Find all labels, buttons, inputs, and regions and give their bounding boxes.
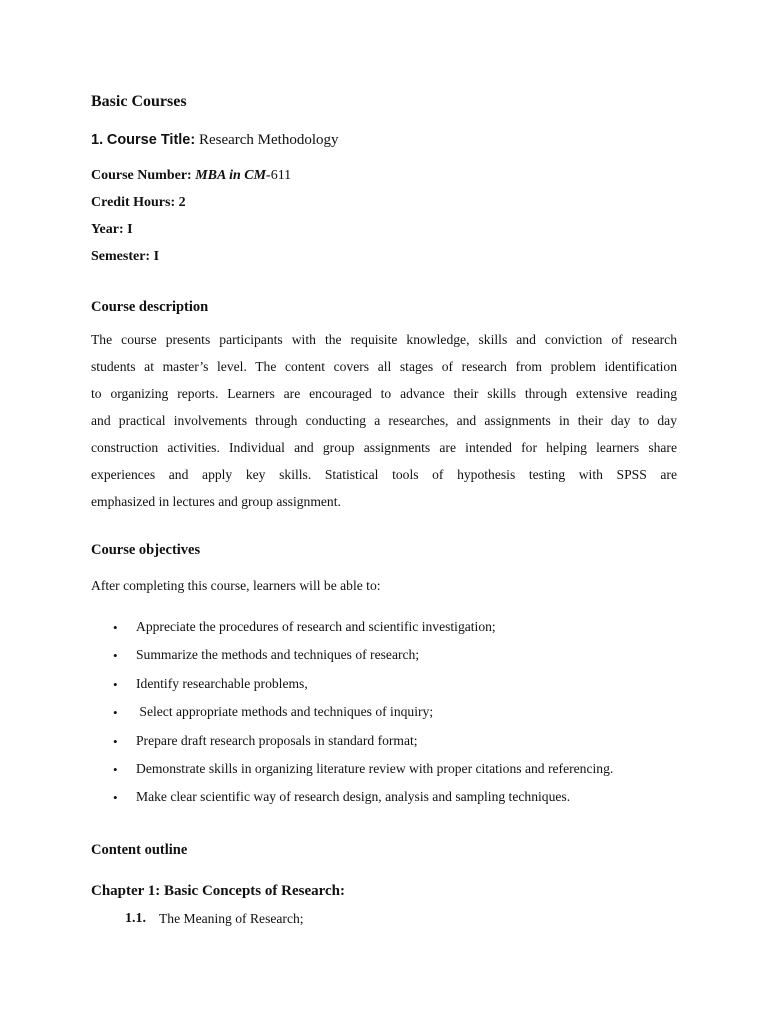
content-outline-heading: Content outline — [91, 842, 188, 858]
year-line: Year: I — [91, 222, 133, 237]
objective-text: Select appropriate methods and techniques of inquiry; — [136, 704, 434, 719]
objective-text: Prepare draft research proposals in standard format; — [136, 733, 418, 748]
chapter-1-heading: Chapter 1: Basic Concepts of Research: — [91, 883, 345, 899]
course-number-prefix: MBA in CM- — [195, 168, 271, 183]
bullet-icon: • — [113, 677, 118, 692]
course-description-heading: Course description — [91, 299, 209, 315]
subsection-text: The Meaning of Research; — [159, 911, 304, 926]
bullet-icon: • — [113, 705, 118, 720]
course-objectives-heading: Course objectives — [91, 542, 201, 558]
objective-text: Make clear scientific way of research design, analysis and sampling techniques. — [136, 789, 571, 804]
bullet-icon: • — [113, 620, 118, 635]
description-line: emphasized in lectures and group assignment. — [91, 494, 341, 509]
bullet-icon: • — [113, 734, 118, 749]
semester-line: Semester: I — [91, 249, 160, 264]
description-line: and practical involvements through conducting a researches, and assignments in their day to day — [91, 413, 677, 428]
description-line: students at master’s level. The content covers all stages of research from problem identification — [91, 359, 677, 374]
course-title-label: Course Title: — [106, 132, 196, 148]
description-line: construction activities. Individual and group assignments are intended for helping learners share — [91, 440, 677, 455]
course-description-paragraph — [91, 326, 677, 515]
credit-hours-line: Credit Hours: 2 — [91, 195, 186, 210]
objectives-intro: After completing this course, learners will be able to: — [91, 578, 381, 593]
bullet-icon: • — [113, 762, 118, 777]
course-title-line — [91, 132, 339, 149]
description-line: The course presents participants with the requisite knowledge, skills and conviction of research — [91, 332, 677, 347]
course-number-code: 611 — [270, 168, 292, 183]
objective-text: Appreciate the procedures of research and scientific investigation; — [136, 619, 496, 634]
document-heading: Basic Courses — [91, 93, 187, 110]
objective-text: Demonstrate skills in organizing literature review with proper citations and referencing. — [136, 761, 614, 776]
subsection-number: 1.1. — [125, 911, 146, 926]
course-number-label: Course Number: — [91, 168, 192, 183]
bullet-icon: • — [113, 790, 118, 805]
description-line: to organizing reports. Learners are encouraged to advance their skills through extensive reading — [91, 386, 677, 401]
objective-text: Identify researchable problems, — [136, 676, 308, 691]
course-number-line — [91, 168, 291, 184]
objective-text: Summarize the methods and techniques of research; — [136, 647, 420, 662]
course-title-value: Research Methodology — [198, 132, 339, 148]
description-line: experiences and apply key skills. Statistical tools of hypothesis testing with SPSS are — [91, 467, 677, 482]
course-title-number: 1. — [91, 132, 104, 148]
bullet-icon: • — [113, 648, 118, 663]
